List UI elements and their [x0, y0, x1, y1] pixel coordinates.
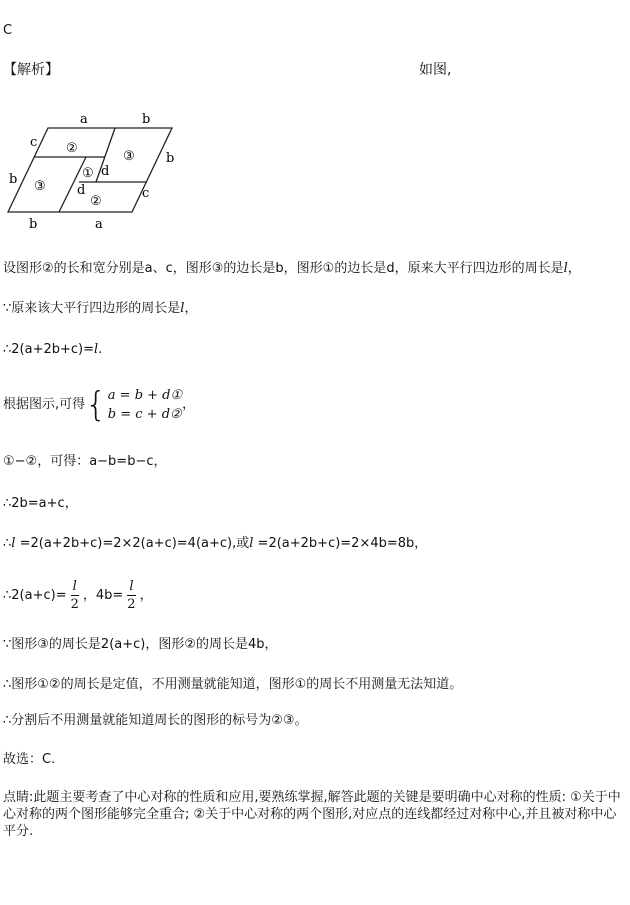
text-line-11: ∴分割后不用测量就能知道周长的图形的标号为②③。: [3, 713, 308, 728]
equations: [108, 386, 182, 424]
line2-text: ∵原来该大平行四边形的周长是: [3, 301, 181, 316]
line8-pre: ∴2(a+c)=: [3, 588, 67, 603]
comment-paragraph: 点睛:此题主要考查了中心对称的性质和应用,要熟练掌握,解答此题的关键是要明确中心对称的性质: ①关于中心对称的两个图形能够完全重合; ②关于中心对称的两个图形,对应点的连线都经过对称中心,并且被对称中心平分.: [3, 790, 621, 839]
region-2-bottom: ②: [90, 194, 102, 209]
as-shown-label: 如图,: [419, 62, 452, 78]
text-line-2: [3, 300, 197, 318]
fraction-1-numerator: l: [71, 578, 79, 596]
label-top-a: a: [80, 112, 88, 127]
label-bottom-a: a: [95, 217, 103, 232]
region-3-right: ③: [123, 149, 135, 164]
equation-2: b = c + d②: [107, 406, 182, 422]
line8-end: ，: [139, 588, 153, 603]
label-inner-d2: d: [77, 183, 86, 198]
parallelogram-figure: [0, 105, 200, 235]
line3-var: l: [94, 342, 99, 357]
line3-text: ∴2(a+2b+c)=: [3, 342, 94, 357]
fraction-2-denominator: 2: [127, 597, 136, 612]
region-1-center: ①: [82, 166, 94, 181]
line7-var2: l: [249, 536, 254, 551]
region-3-left: ③: [34, 179, 46, 194]
fraction-1: [71, 578, 79, 613]
text-line-1: [3, 260, 581, 278]
line7-var1: l: [11, 536, 16, 551]
line3-end: .: [98, 342, 103, 357]
line1-end: ，: [567, 261, 581, 276]
equation-system-line: [3, 385, 195, 425]
text-line-3: [3, 341, 102, 359]
text-line-6: ∴2b=a+c，: [3, 496, 78, 511]
label-bottom-b: b: [29, 217, 38, 232]
label-top-b: b: [142, 112, 151, 127]
line7-mid: =2(a+2b+c)=2×2(a+c)=4(a+c),或: [15, 536, 250, 551]
region-2-top: ②: [66, 141, 78, 156]
line2-end: ，: [184, 301, 198, 316]
answer-letter: C: [3, 23, 13, 38]
fraction-2-numerator: l: [127, 578, 135, 596]
line1-text: 设图形②的长和宽分别是a、c，图形③的边长是b，图形①的边长是d，原来大平行四边形的周长是: [3, 261, 564, 276]
label-inner-d1: d: [101, 164, 110, 179]
line8-mid: ，4b=: [82, 588, 124, 603]
fraction-2: [127, 578, 135, 613]
label-left-c: c: [30, 135, 38, 150]
text-line-5: ①−②，可得：a−b=b−c，: [3, 454, 167, 469]
equation-system: [85, 386, 182, 424]
fraction-line: [3, 576, 153, 616]
text-line-7: [3, 535, 427, 553]
left-brace: {: [85, 384, 107, 425]
analysis-heading: 【解析】: [3, 62, 59, 78]
label-left-b: b: [9, 172, 18, 187]
line4-pre: 根据图示,可得: [3, 397, 86, 412]
line7-pre: ∴: [3, 536, 12, 551]
text-line-10: ∴图形①②的周长是定值，不用测量就能知道，图形①的周长不用测量无法知道。: [3, 677, 463, 692]
fraction-1-denominator: 2: [70, 597, 79, 612]
equation-1: a = b + d①: [107, 387, 183, 403]
line2-var: l: [180, 301, 185, 316]
text-line-12: 故选：C.: [3, 752, 56, 767]
text-line-9: ∵图形③的周长是2(a+c)，图形②的周长是4b，: [3, 637, 278, 652]
label-right-b: b: [166, 151, 175, 166]
line1-var: l: [563, 261, 568, 276]
label-right-c: c: [142, 186, 150, 201]
line7-end: =2(a+2b+c)=2×4b=8b，: [253, 536, 428, 551]
line4-end: ，: [182, 397, 196, 412]
